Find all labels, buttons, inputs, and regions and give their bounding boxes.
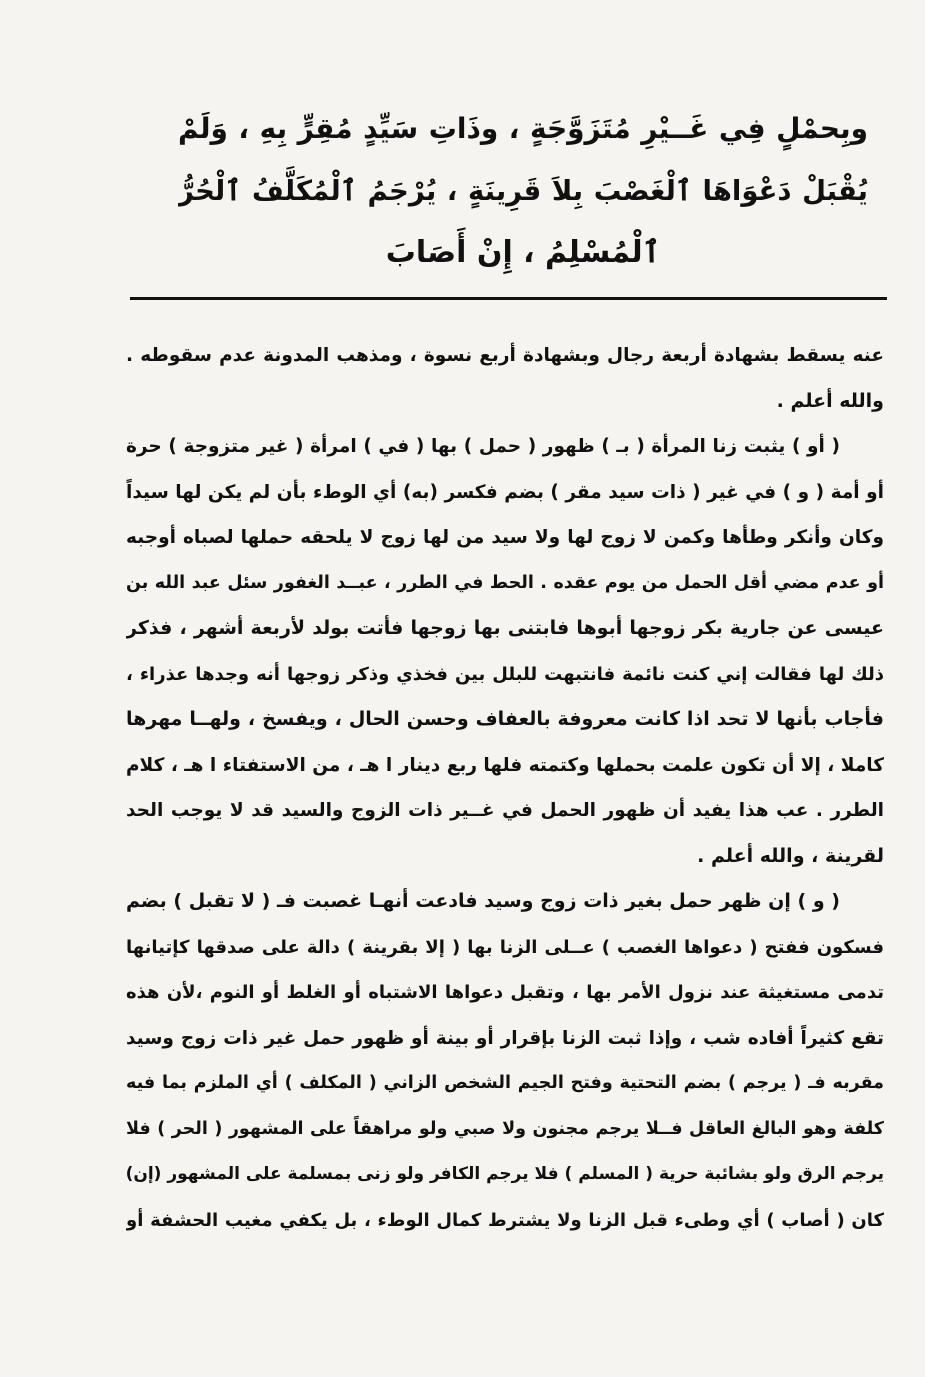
body-line: تقع كثيراً أفاده شب ، وإذا ثبت الزنا بإقرار أو بينة أو ظهور حمل غير ذات زوج وسيد <box>126 1027 884 1049</box>
separator-rule <box>130 297 887 300</box>
body-line: تدمى مستغيثة عند نزول الأمر بها ، وتقبل دعواها الاشتباه أو الغلط أو النوم ،لأن هذه <box>126 982 884 1003</box>
body-line: أو عدم مضي أقل الحمل من يوم عقده . الحط في الطرر ، عبــد الغفور سئل عبد الله بن <box>126 572 884 593</box>
matn-header <box>178 98 868 284</box>
body-line: كان ( أصاب ) أي وطىء قبل الزنا ولا يشترط كمال الوطء ، بل يكفي مغيب الحشفة أو <box>126 1209 884 1231</box>
body-line: ( و ) إن ظهر حمل بغير ذات زوج وسيد فادعت أنهـا غصبت فـ ( لا تقبل ) بضم <box>126 890 840 912</box>
body-line: فسكون ففتح ( دعواها الغصب ) عــلى الزنا بها ( إلا بقرينة ) دالة على صدقها كإتيانها <box>126 936 884 958</box>
body-line: فأجاب بأنها لا تحد اذا كانت معروفة بالعفاف وحسن الحال ، ويفسخ ، ولهــا مهرها <box>126 708 884 730</box>
body-line: والله أعلم . <box>776 389 884 412</box>
body-line: الطرر . عب هذا يفيد أن ظهور الحمل في غــير ذات الزوج والسيد قد لا يوجب الحد <box>126 800 884 821</box>
body-line: كلفة وهو البالغ العاقل فــلا يرجم مجنون ولا صبي ولو مراهقاً على المشهور ( الحر ) فلا <box>126 1118 884 1139</box>
body-line: لقرينة ، والله أعلم . <box>697 844 884 867</box>
body-line: وكان وأنكر وطأها وكمن لا زوج لها ولا سيد من لها زوج لا يلحقه حملها لصباه أوجبه <box>126 527 884 548</box>
body-line: ذلك لها فقالت إني كنت نائمة فانتبهت للبلل بين فخذي وذكر زوجها أنه وجدها عذراء ، <box>126 663 884 685</box>
body-line: ( أو ) يثبت زنا المرأة ( بـ ) ظهور ( حمل ) بها ( في ) امرأة ( غير متزوجة ) حرة <box>126 436 840 457</box>
body-line: عنه يسقط بشهادة أربعة رجال وبشهادة أربع نسوة ، ومذهب المدونة عدم سقوطه . <box>126 345 884 366</box>
header-line: يُقْبَلْ دَعْوَاهَا ٱلْغَصْبَ بِلاَ قَرِينَةٍ ، يُرْجَمُ ٱلْمُكَلَّفُ ٱلْحُرُّ <box>178 175 868 207</box>
body-line: مقربه فـ ( يرجم ) بضم التحتية وفتح الجيم الشخص الزاني ( المكلف ) أي الملزم بما فيه <box>126 1073 884 1093</box>
body-line: عيسى عن جارية بكر زوجها أبوها فابتنى بها زوجها فأتت بولد لأربعة أشهر ، فذكر <box>126 617 884 639</box>
body-line: يرجم الرق ولو بشائبة حرية ( المسلم ) فلا يرجم الكافر ولو زنى بمسلمة على المشهور (إن) <box>126 1164 884 1184</box>
body-line: أو أمة ( و ) في غير ( ذات سيد مقر ) بضم فكسر (به) أي الوطء بأن لم يكن لها سيداً <box>126 481 884 503</box>
body-line: كاملا ، إلا أن تكون علمت بحملها وكتمته فلها ربع دينار ا هـ ، من الاستفتاء ا هـ ، كلام <box>126 754 884 776</box>
commentary-text <box>126 333 884 1243</box>
header-line: ٱلْمُسْلِمُ ، إِنْ أَصَابَ <box>385 235 661 270</box>
header-line: وبِحمْلٍ فِي غَــيْرِ مُتَزَوَّجَةٍ ، وذَاتِ سَيِّدٍ مُقِرٍّ بِهِ ، وَلَمْ <box>178 112 868 145</box>
